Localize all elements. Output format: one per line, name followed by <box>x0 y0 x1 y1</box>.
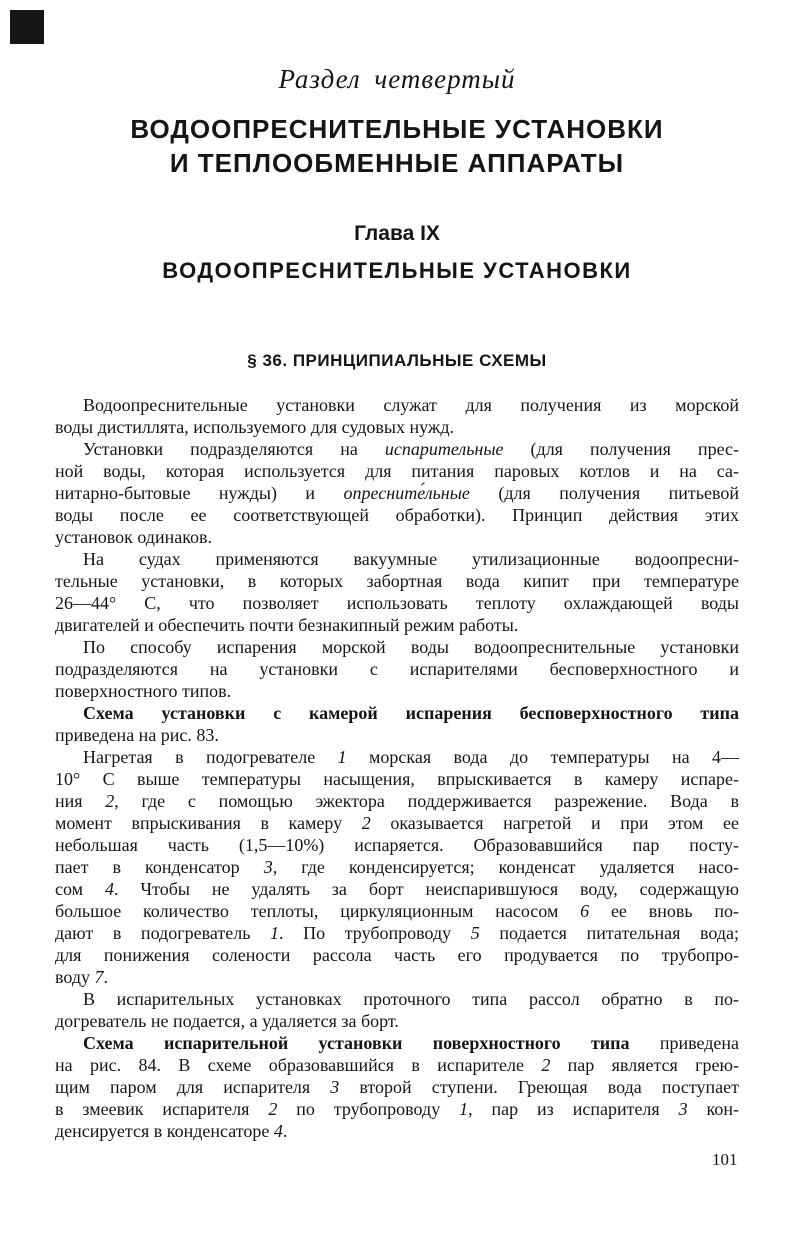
page-number: 101 <box>712 1150 738 1169</box>
italic-run: 5 <box>470 923 480 943</box>
italic-run: 1 <box>459 1099 469 1119</box>
text-run: момент впрыскивания в камеру <box>55 813 362 833</box>
text-line <box>55 438 739 460</box>
scan-artifact-mark <box>10 10 44 44</box>
text-line <box>55 394 739 416</box>
bold-run: Схема установки с камерой испарения бесповерхностного типа <box>83 703 739 723</box>
text-run: , где конденсируется; конденсат удаляется насо- <box>272 857 739 877</box>
text-run: двигателей и обеспечить почти безнакипный режим работы. <box>55 615 519 635</box>
text-run: . <box>282 1121 288 1141</box>
text-run: Нагретая в подогревателе <box>83 747 338 767</box>
text-run: , где с помощью эжектора поддерживается разрежение. Вода в <box>114 791 740 811</box>
text-run: большое количество теплоты, циркуляционным насосом <box>55 901 581 921</box>
text-run: для понижения солености рассола часть его продувается по трубопро- <box>55 945 739 965</box>
text-line <box>55 944 739 966</box>
text-run: 26—44° С, что позволяет использовать теплоту охлаждающей воды <box>55 593 739 613</box>
text-run: небольшая часть (1,5—10%) испаряется. Образовавшийся пар посту- <box>55 835 739 855</box>
text-run: Водоопреснительные установки служат для получения из морской <box>83 395 739 415</box>
text-run: (для получения прес- <box>503 439 739 459</box>
part-title-line-1: ВОДООПРЕСНИТЕЛЬНЫЕ УСТАНОВКИ <box>130 114 664 144</box>
italic-run: 1 <box>337 747 347 767</box>
italic-run: 1 <box>270 923 280 943</box>
text-line <box>55 812 739 834</box>
text-run: щим паром для испарителя <box>55 1077 331 1097</box>
text-run: , пар из испарителя <box>468 1099 679 1119</box>
text-run: установок одинаков. <box>55 527 213 547</box>
text-run: ее вновь по- <box>589 901 739 921</box>
paragraph <box>55 548 739 636</box>
text-line <box>55 790 739 812</box>
part-title-line-2: И ТЕПЛООБМЕННЫЕ АППАРАТЫ <box>169 148 625 178</box>
paragraph <box>55 746 739 988</box>
text-run: приведена <box>629 1033 739 1053</box>
italic-run: 3 <box>330 1077 340 1097</box>
chapter-title: ВОДООПРЕСНИТЕЛЬНЫЕ УСТАНОВКИ <box>162 258 632 283</box>
text-line <box>55 900 739 922</box>
text-line <box>55 878 739 900</box>
text-line <box>55 1120 739 1142</box>
section-heading: § 36. ПРИНЦИПИАЛЬНЫЕ СХЕМЫ <box>247 351 547 370</box>
text-run: воду <box>55 967 95 987</box>
text-run: второй ступени. Греющая вода поступает <box>339 1077 740 1097</box>
italic-run: 3 <box>263 857 273 877</box>
text-line <box>55 988 739 1010</box>
text-run: морская вода до температуры на 4— <box>346 747 739 767</box>
text-line <box>55 768 739 790</box>
text-run: денсируется в конденсаторе <box>55 1121 274 1141</box>
text-line <box>55 570 739 592</box>
text-run: По способу испарения морской воды водоопреснительные установки <box>83 637 739 657</box>
paragraph <box>55 394 739 438</box>
section-label: Раздел четвертый <box>278 64 516 94</box>
text-run: оказывается нагретой и при этом ее <box>370 813 739 833</box>
text-line <box>55 504 739 526</box>
text-run: пает в конденсатор <box>55 857 264 877</box>
text-run: . <box>103 967 109 987</box>
paragraph <box>55 702 739 746</box>
italic-run: 2 <box>541 1055 551 1075</box>
text-run: догреватель не подается, а удаляется за борт. <box>55 1011 399 1031</box>
italic-run: 2 <box>268 1099 278 1119</box>
text-run: воды после ее соответствующей обработки). Принцип действия этих <box>55 505 739 525</box>
text-line <box>55 746 739 768</box>
text-line <box>55 856 739 878</box>
text-run: дают в подогреватель <box>55 923 271 943</box>
text-line <box>55 1054 739 1076</box>
bold-run: Схема испарительной установки поверхностного типа <box>83 1033 630 1053</box>
text-run: ной воды, которая используется для питания паровых котлов и на са- <box>55 461 739 481</box>
text-line <box>55 1010 739 1032</box>
text-run: . По трубопроводу <box>279 923 471 943</box>
text-line <box>55 636 739 658</box>
text-line <box>55 1098 739 1120</box>
italic-run: 6 <box>580 901 590 921</box>
text-run: ния <box>55 791 106 811</box>
text-run: в змеевик испарителя <box>55 1099 269 1119</box>
text-run: (для получения питьевой <box>469 483 739 503</box>
paragraph <box>55 438 739 548</box>
text-line <box>55 416 739 438</box>
text-run: пар является грею- <box>550 1055 739 1075</box>
italic-run: опресните́льные <box>343 483 470 503</box>
text-run: воды дистиллята, используемого для судовых нужд. <box>55 417 455 437</box>
text-line <box>55 702 739 724</box>
text-line <box>55 834 739 856</box>
text-line <box>55 1032 739 1054</box>
paragraph <box>55 988 739 1032</box>
text-run: 10° С выше температуры насыщения, впрыскивается в камеру испаре- <box>55 769 739 789</box>
text-line <box>55 548 739 570</box>
text-run: кон- <box>687 1099 739 1119</box>
text-line <box>55 592 739 614</box>
text-line <box>55 482 739 504</box>
text-line <box>55 966 739 988</box>
text-run: Установки подразделяются на <box>83 439 385 459</box>
text-run: поверхностного типов. <box>55 681 232 701</box>
text-run: В испарительных установках проточного типа рассол обратно в по- <box>83 989 739 1009</box>
text-line <box>55 680 739 702</box>
text-line <box>55 724 739 746</box>
italic-run: 4 <box>273 1121 283 1141</box>
italic-run: 7 <box>94 967 104 987</box>
text-run: тельные установки, в которых забортная вода кипит при температуре <box>55 571 739 591</box>
text-run: на рис. 84. В схеме образовавшийся в испарителе <box>55 1055 542 1075</box>
italic-run: испарительные <box>384 439 504 459</box>
text-run: На судах применяются вакуумные утилизационные водоопресни- <box>83 549 739 569</box>
text-line <box>55 460 739 482</box>
text-line <box>55 614 739 636</box>
paragraph <box>55 636 739 702</box>
text-line <box>55 526 739 548</box>
text-run: подается питательная вода; <box>479 923 739 943</box>
text-run: по трубопроводу <box>277 1099 460 1119</box>
italic-run: 2 <box>105 791 115 811</box>
text-line <box>55 922 739 944</box>
text-line <box>55 658 739 680</box>
text-line <box>55 1076 739 1098</box>
chapter-label: Глава IX <box>354 222 440 245</box>
part-title <box>0 112 794 180</box>
text-run: . Чтобы не удалять за борт неиспарившуюся воду, содержащую <box>113 879 739 899</box>
text-run: сом <box>55 879 105 899</box>
italic-run: 2 <box>361 813 371 833</box>
text-run: нитарно-бытовые нужды) и <box>55 483 344 503</box>
italic-run: 3 <box>678 1099 688 1119</box>
body-text <box>55 394 739 1142</box>
paragraph <box>55 1032 739 1142</box>
italic-run: 4 <box>104 879 114 899</box>
text-run: приведена на рис. 83. <box>55 725 219 745</box>
text-run: подразделяются на установки с испарителями бесповерхностного и <box>55 659 739 679</box>
